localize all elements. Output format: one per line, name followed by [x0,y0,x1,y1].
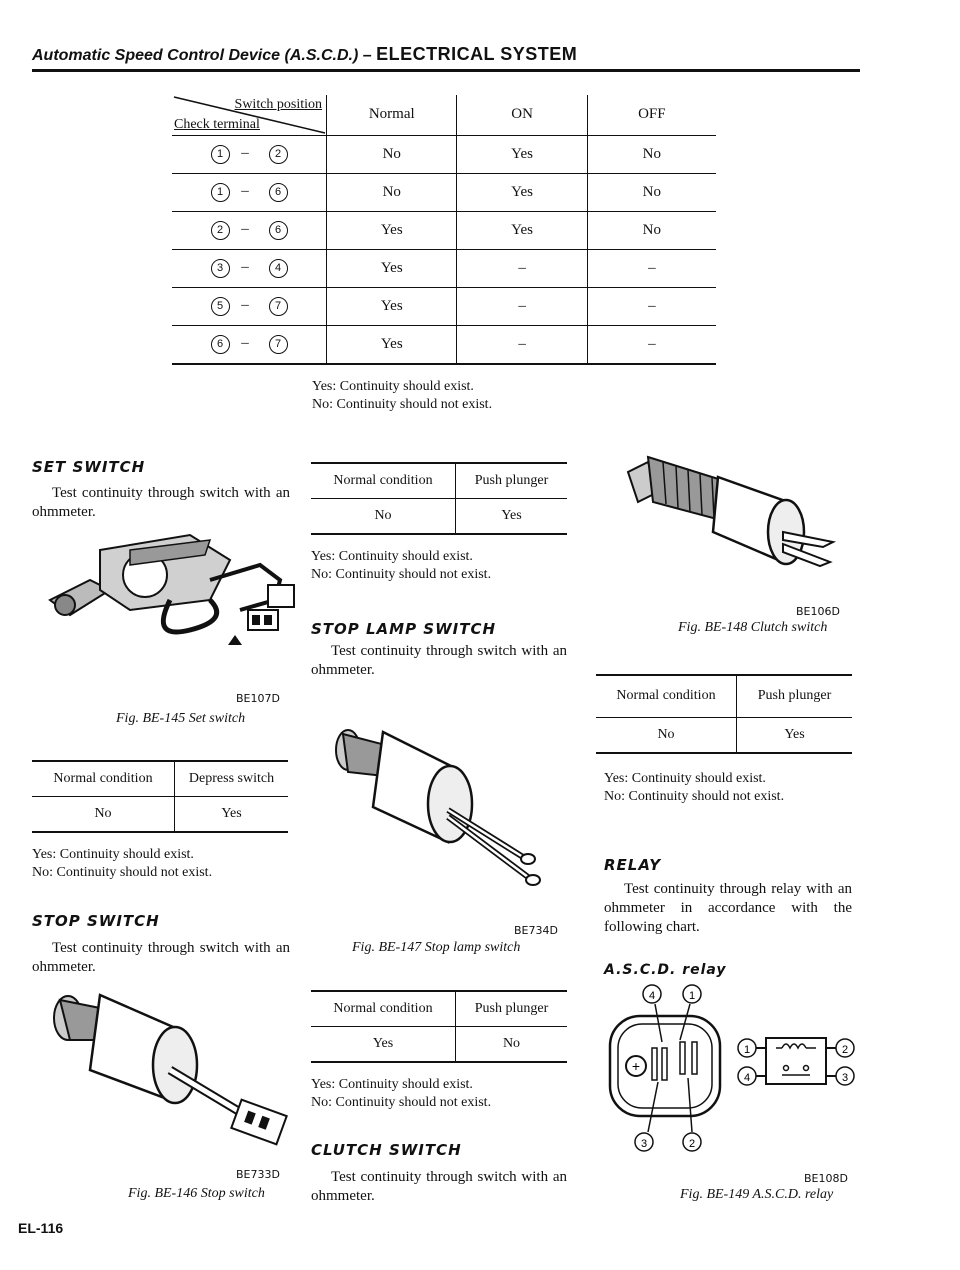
stop-lamp-text: Test continuity through switch with an ohmmeter. [311,643,567,678]
cell: Yes [175,797,289,833]
note-no: No: Continuity should not exist. [604,789,785,804]
relay-heading: RELAY [604,856,662,874]
middle-table-2 [311,990,567,1063]
cell: Yes [327,249,457,287]
note-no: No: Continuity should not exist. [32,865,213,880]
table-row [172,211,716,249]
col-off: OFF [587,95,716,135]
stop-switch-heading: STOP SWITCH [32,912,160,930]
cell: Yes [311,1027,456,1063]
corner-bottom-label: Check terminal [174,116,260,132]
note-yes: Yes: Continuity should exist. [604,771,766,786]
relay-diagram [600,982,860,1154]
cell: No [587,135,716,173]
fig148-code: BE106D [796,605,840,618]
fig146-caption: Fig. BE-146 Stop switch [128,1186,265,1201]
cell: Yes [327,211,457,249]
note-no: No: Continuity should not exist. [311,1095,492,1110]
note-yes: Yes: Continuity should exist. [32,847,194,862]
cell: No [587,173,716,211]
cell: Yes [457,173,587,211]
page-number: EL-116 [18,1220,64,1236]
middle-table-1 [311,462,567,535]
table-header-row [32,761,288,797]
header-rule [32,69,860,72]
svg-text:+: + [631,1058,641,1074]
stop-lamp-heading: STOP LAMP SWITCH [311,620,497,638]
table-header-row [311,463,567,499]
table-row [311,499,567,535]
relay-terminal-2: 2 [688,1138,696,1150]
header-cell: Push plunger [456,463,568,499]
ascd-relay-label: A.S.C.D. relay [604,962,727,978]
set-switch-text: Test continuity through switch with an ohmmeter. [32,485,290,520]
header-cell: Push plunger [456,991,568,1027]
switch-position-table [172,95,716,365]
main-table-notes [312,378,492,414]
cell: Yes [327,325,457,364]
clutch-switch-illustration [618,452,858,582]
note-no: No: Continuity should not exist. [312,397,493,412]
cell: Yes [737,717,853,753]
clutch-switch-text: Test continuity through switch with an ohmmeter. [311,1169,567,1204]
set-switch-notes [32,846,212,882]
cell: No [596,717,737,753]
middle-notes-2 [311,1076,491,1112]
cell: No [311,499,456,535]
header-title-caps: ELECTRICAL SYSTEM [376,44,578,64]
table-row [172,325,716,364]
relay-text: Test continuity through relay with an ohmmeter in accordance with the following chart. [604,881,852,935]
cell: – [587,325,716,364]
cell: – [457,249,587,287]
note-yes: Yes: Continuity should exist. [311,549,473,564]
header-title-italic: Automatic Speed Control Device (A.S.C.D.) – [32,47,372,64]
col-normal: Normal [327,95,457,135]
cell: Yes [456,499,568,535]
col-on: ON [457,95,587,135]
cell: – [457,325,587,364]
cell: No [327,135,457,173]
corner-cell [172,95,327,135]
clutch-table [596,674,852,754]
table-row [172,249,716,287]
terminal-pair: 3 – 4 [172,249,327,287]
header-cell: Depress switch [175,761,289,797]
table-header-row [311,991,567,1027]
schem-terminal-4: 4 [743,1072,751,1084]
cell: No [327,173,457,211]
header-cell: Normal condition [311,991,456,1027]
cell: Yes [457,135,587,173]
cell: No [32,797,175,833]
table-header-row [596,675,852,717]
terminal-pair: 6 – 7 [172,325,327,364]
corner-top-label: Switch position [234,97,323,112]
cell: – [587,249,716,287]
table-row [32,797,288,833]
table-row [172,287,716,325]
cell: Yes [327,287,457,325]
cell: – [587,287,716,325]
header-cell: Push plunger [737,675,853,717]
note-yes: Yes: Continuity should exist. [311,1077,473,1092]
cell: No [456,1027,568,1063]
cell: – [457,287,587,325]
fig145-caption: Fig. BE-145 Set switch [116,711,246,726]
middle-notes-1 [311,548,491,584]
set-switch-table [32,760,288,833]
table-row [172,173,716,211]
header-cell: Normal condition [32,761,175,797]
fig149-code: BE108D [804,1172,848,1185]
schem-terminal-3: 3 [841,1072,849,1084]
terminal-pair: 1 – 6 [172,173,327,211]
set-switch-illustration [30,520,300,650]
relay-terminal-3: 3 [640,1138,648,1150]
terminal-pair: 2 – 6 [172,211,327,249]
clutch-switch-heading: CLUTCH SWITCH [311,1141,462,1159]
table-row [172,135,716,173]
cell: No [587,211,716,249]
table-row [596,717,852,753]
note-no: No: Continuity should not exist. [311,567,492,582]
fig145-code: BE107D [236,692,280,705]
header-cell: Normal condition [596,675,737,717]
set-switch-heading: SET SWITCH [32,458,146,476]
fig147-code: BE734D [514,924,558,937]
schem-terminal-2: 2 [841,1044,849,1056]
cell: Yes [457,211,587,249]
header-cell: Normal condition [311,463,456,499]
relay-terminal-1: 1 [688,990,696,1002]
page-header [32,44,577,65]
fig148-caption: Fig. BE-148 Clutch switch [678,620,828,635]
relay-terminal-4: 4 [648,990,656,1002]
fig146-code: BE733D [236,1168,280,1181]
clutch-notes [604,770,784,806]
fig149-caption: Fig. BE-149 A.S.C.D. relay [680,1187,834,1202]
stop-switch-text: Test continuity through switch with an ohmmeter. [32,940,290,975]
stop-switch-illustration [30,980,290,1160]
note-yes: Yes: Continuity should exist. [312,379,474,394]
fig147-caption: Fig. BE-147 Stop lamp switch [352,940,521,955]
table-header-row [172,95,716,135]
table-row [311,1027,567,1063]
stop-lamp-illustration [318,722,568,902]
terminal-pair: 5 – 7 [172,287,327,325]
schem-terminal-1: 1 [743,1044,751,1056]
terminal-pair: 1 – 2 [172,135,327,173]
